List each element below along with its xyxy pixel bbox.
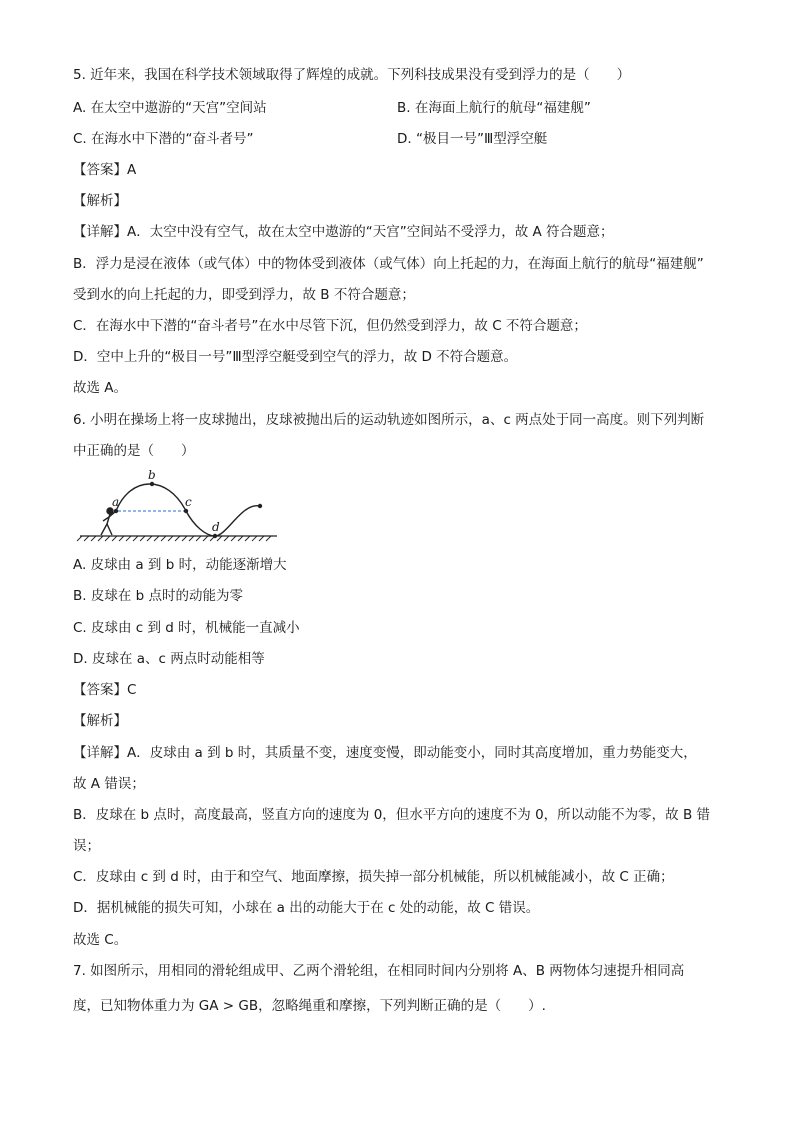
q6-detail-line: C．皮球由 c 到 d 时，由于和空气、地面摩擦，损失掉一部分机械能，所以机械能减小，故 C 正确； (73, 869, 674, 885)
q6-analysis-tag: 【解析】 (73, 713, 127, 729)
q5-option-a: A. 在太空中遨游的“天宫”空间站 (73, 100, 267, 116)
ground-hatch (77, 536, 271, 541)
q5-detail-line: C．在海水中下潜的“奋斗者号”在水中尽管下沉，但仍然受到浮力，故 C 不符合题意； (73, 318, 587, 334)
q6-detail-line: 【详解】A．皮球由 a 到 b 时，其质量不变，速度变慢，即动能变小，同时其高度增加，重力势能变大， (73, 745, 697, 761)
q5-detail-line: 受到水的向上托起的力，即受到浮力，故 B 不符合题意； (73, 287, 415, 303)
q7-stem-line1: 7. 如图所示，用相同的滑轮组成甲、乙两个滑轮组，在相同时间内分别将 A、B 两物体匀速提升相同高 (73, 963, 685, 979)
ball-trajectory (116, 484, 260, 536)
thrower-figure (101, 508, 115, 535)
q5-option-b: B. 在海面上航行的航母“福建舰” (397, 100, 591, 116)
trajectory-figure (72, 466, 282, 544)
q6-answer: 【答案】C (73, 682, 137, 698)
q6-option-b: B. 皮球在 b 点时的动能为零 (73, 588, 243, 604)
point-b (150, 482, 154, 486)
q5-option-c: C. 在海水中下潜的“奋斗者号” (73, 131, 254, 147)
q5-detail-line: B．浮力是浸在液体（或气体）中的物体受到液体（或气体）向上托起的力，在海面上航行的航母“福建舰” (73, 256, 704, 272)
q6-detail-line: B．皮球在 b 点时，高度最高，竖直方向的速度为 0，但水平方向的速度不为 0，所以动能不为零，故 B 错 (73, 807, 711, 823)
q7-stem-line2: 度，已知物体重力为 GA > GB，忽略绳重和摩擦，下列判断正确的是（ ）. (73, 998, 546, 1014)
point-c (184, 509, 188, 513)
q6-conclusion: 故选 C。 (73, 932, 128, 948)
q6-option-a: A. 皮球由 a 到 b 时，动能逐渐增大 (73, 557, 287, 573)
q6-detail-line: D．据机械能的损失可知，小球在 a 出的动能大于在 c 处的动能，故 C 错误。 (73, 900, 540, 916)
point-a (114, 509, 118, 513)
label-a: a (112, 495, 120, 509)
label-d: d (212, 520, 220, 534)
label-c: c (185, 495, 192, 509)
q5-detail-line: 【详解】A．太空中没有空气，故在太空中遨游的“天宫”空间站不受浮力，故 A 符合题意； (73, 224, 614, 240)
label-b: b (148, 468, 156, 482)
point-d (213, 534, 217, 538)
q5-answer: 【答案】A (73, 162, 137, 178)
point-end (258, 504, 262, 508)
q6-stem-line2: 中正确的是（ ） (73, 443, 195, 459)
q5-detail-line: D．空中上升的“极目一号”Ⅲ型浮空艇受到空气的浮力，故 D 不符合题意。 (73, 349, 518, 365)
q6-option-c: C. 皮球由 c 到 d 时，机械能一直减小 (73, 620, 300, 636)
q5-conclusion: 故选 A。 (73, 380, 128, 396)
q6-option-d: D. 皮球在 a、c 两点时动能相等 (73, 651, 265, 667)
q6-stem-line1: 6. 小明在操场上将一皮球抛出，皮球被抛出后的运动轨迹如图所示，a、c 两点处于同一高度。则下列判断 (73, 412, 705, 428)
q6-detail-line: 误； (73, 838, 100, 854)
q5-stem: 5. 近年来，我国在科学技术领域取得了辉煌的成就。下列科技成果没有受到浮力的是（ ） (73, 67, 631, 83)
q6-detail-line: 故 A 错误； (73, 776, 145, 792)
q5-option-d: D. “极目一号”Ⅲ型浮空艇 (397, 131, 548, 147)
q5-analysis-tag: 【解析】 (73, 193, 127, 209)
